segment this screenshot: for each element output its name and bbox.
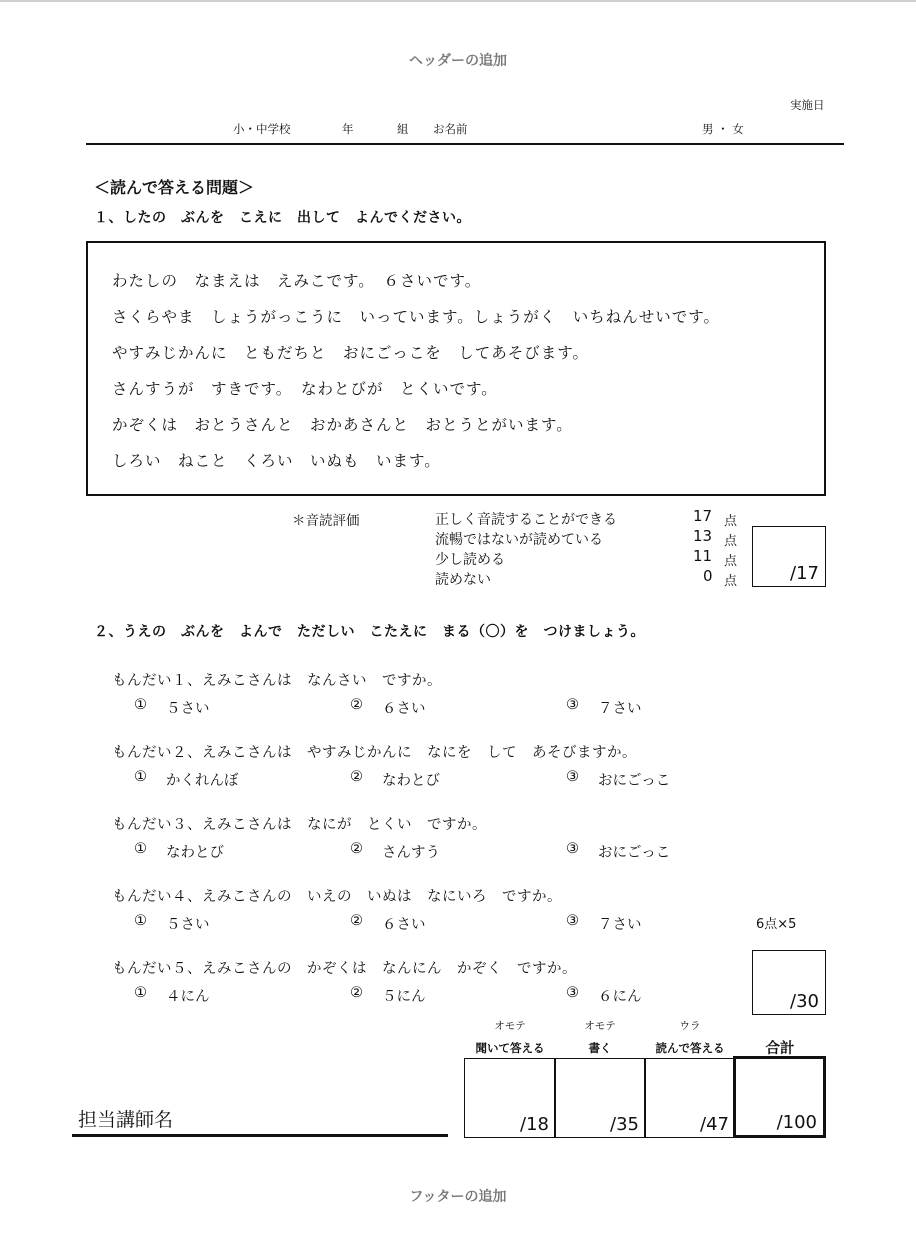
column-side: オモテ: [584, 1020, 616, 1032]
evaluation-row-points: 0: [703, 567, 713, 585]
column-label: 読んで答える: [655, 1041, 725, 1055]
school-label: 小・中学校: [233, 122, 291, 136]
story-box: [86, 241, 826, 496]
option-text[interactable]: なわとび: [166, 845, 224, 861]
evaluation-row-unit: 点: [724, 574, 738, 589]
option-mark[interactable]: ①: [134, 697, 147, 713]
option-mark[interactable]: ③: [566, 697, 579, 713]
grand-total-cell[interactable]: [733, 1056, 826, 1138]
column-label: 聞いて答える: [475, 1041, 545, 1055]
option-text[interactable]: さんすう: [382, 845, 440, 861]
option-text[interactable]: ５さい: [166, 701, 210, 717]
story-line: かぞくは おとうさんと おかあさんと おとうとがいます。: [112, 416, 573, 434]
grand-total-score: /100: [776, 1112, 817, 1133]
option-mark[interactable]: ②: [350, 769, 363, 785]
question-text: もんだい３、えみこさんは なにが とくい ですか。: [112, 817, 487, 833]
column-label: 書く: [588, 1041, 612, 1055]
date-label: 実施日: [790, 98, 825, 112]
writing-score: /35: [610, 1114, 639, 1135]
q2-score-total: /30: [790, 991, 819, 1012]
evaluation-row-points: 13: [693, 527, 713, 545]
option-mark[interactable]: ③: [566, 841, 579, 857]
option-text[interactable]: なわとび: [382, 773, 440, 789]
gender-label: 男 ・ 女: [702, 122, 744, 136]
reading-score-box[interactable]: [752, 526, 826, 587]
info-underline: [86, 143, 844, 145]
total-column-label: 合計: [765, 1041, 795, 1057]
column-side: オモテ: [494, 1020, 526, 1032]
evaluation-row-text: 少し読める: [435, 552, 505, 568]
reading-score-total: /17: [790, 563, 819, 584]
option-mark[interactable]: ①: [134, 769, 147, 785]
option-text[interactable]: ４にん: [166, 989, 210, 1005]
option-mark[interactable]: ②: [350, 913, 363, 929]
option-text[interactable]: ７さい: [598, 917, 642, 933]
evaluation-row-unit: 点: [724, 554, 738, 569]
option-text[interactable]: かくれんぼ: [166, 773, 239, 789]
option-text[interactable]: おにごっこ: [598, 845, 671, 861]
option-text[interactable]: ７さい: [598, 701, 642, 717]
option-mark[interactable]: ③: [566, 769, 579, 785]
option-text[interactable]: ６さい: [382, 917, 426, 933]
evaluation-row-text: 読めない: [435, 572, 491, 588]
q1-instruction: １、したの ぶんを こえに 出して よんでください。: [94, 210, 471, 226]
option-text[interactable]: おにごっこ: [598, 773, 671, 789]
page-top-border: [0, 0, 916, 2]
option-mark[interactable]: ①: [134, 841, 147, 857]
option-mark[interactable]: ②: [350, 985, 363, 1001]
evaluation-row-points: 11: [693, 547, 713, 565]
option-mark[interactable]: ①: [134, 913, 147, 929]
story-line: しろい ねこと くろい いぬも います。: [112, 452, 441, 470]
year-label: 年: [342, 122, 354, 136]
q2-instruction: ２、うえの ぶんを よんで ただしい こたえに まる（〇）を つけましょう。: [94, 624, 645, 640]
question-text: もんだい１、えみこさんは なんさい ですか。: [112, 673, 442, 689]
option-text[interactable]: ５さい: [166, 917, 210, 933]
option-mark[interactable]: ③: [566, 985, 579, 1001]
option-mark[interactable]: ③: [566, 913, 579, 929]
teacher-name-label: 担当講師名: [78, 1109, 174, 1131]
evaluation-label: ＊音読評価: [292, 513, 360, 529]
column-side: ウラ: [679, 1020, 701, 1032]
evaluation-row-unit: 点: [724, 514, 738, 529]
story-line: わたしの なまえは えみこです。 ６さいです。: [112, 272, 482, 290]
header-placeholder[interactable]: ヘッダーの追加: [409, 53, 507, 69]
class-label: 組: [397, 122, 409, 136]
story-line: さくらやま しょうがっこうに いっています。しょうがく いちねんせいです。: [112, 308, 721, 326]
evaluation-row-text: 正しく音読することができる: [435, 512, 617, 528]
option-mark[interactable]: ②: [350, 697, 363, 713]
option-mark[interactable]: ②: [350, 841, 363, 857]
points-note: 6点×5: [756, 917, 797, 932]
question-text: もんだい４、えみこさんの いえの いぬは なにいろ ですか。: [112, 889, 562, 905]
listening-score-cell[interactable]: [464, 1058, 556, 1138]
reading-total-score-cell[interactable]: [644, 1058, 736, 1138]
option-text[interactable]: ６にん: [598, 989, 642, 1005]
evaluation-row-text: 流暢ではないが読めている: [435, 532, 603, 548]
question-text: もんだい５、えみこさんの かぞくは なんにん かぞく ですか。: [112, 961, 577, 977]
option-mark[interactable]: ①: [134, 985, 147, 1001]
teacher-name-underline: [72, 1134, 448, 1137]
option-text[interactable]: ６さい: [382, 701, 426, 717]
writing-score-cell[interactable]: [554, 1058, 646, 1138]
story-line: さんすうが すきです。 なわとびが とくいです。: [112, 380, 498, 398]
evaluation-row-unit: 点: [724, 534, 738, 549]
footer-placeholder[interactable]: フッターの追加: [409, 1189, 507, 1205]
story-line: やすみじかんに ともだちと おにごっこを してあそびます。: [112, 344, 589, 362]
section-title: ＜読んで答える問題＞: [94, 178, 255, 197]
q2-score-box[interactable]: [752, 950, 826, 1015]
question-text: もんだい２、えみこさんは やすみじかんに なにを して あそびますか。: [112, 745, 637, 761]
reading-total-score: /47: [700, 1114, 729, 1135]
name-label: お名前: [433, 122, 468, 136]
option-text[interactable]: ５にん: [382, 989, 426, 1005]
listening-score: /18: [520, 1114, 549, 1135]
evaluation-row-points: 17: [693, 507, 713, 525]
